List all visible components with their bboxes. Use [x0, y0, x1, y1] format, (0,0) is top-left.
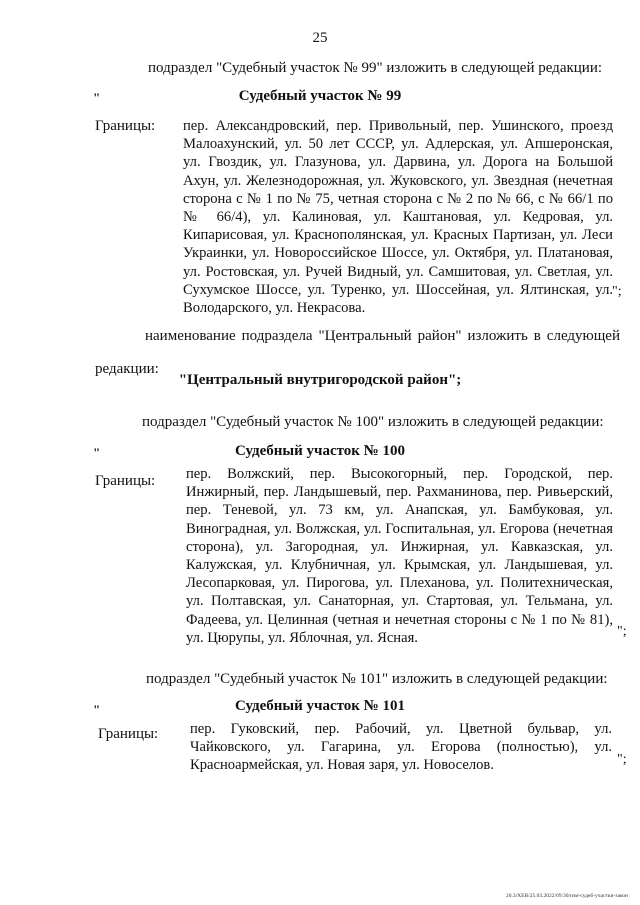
section-99-label: Границы:: [95, 118, 156, 134]
section-100-boundaries: пер. Волжский, пер. Высокогорный, пер. Городской, пер. Инжирный, пер. Ландышевый, пер. Рахманинова, пер. Ривьерский, пер. Теневой, ул. 73 км, ул. Анапская, ул. Бамбуковая, ул. Виноградная, ул. Волжская, ул. Госпитальная, ул. Егорова (нечетная сторона), ул. Загородная, ул. Инжирная, ул. Кавказская, ул. Калужская, ул. Клубничная, ул. Крымская, ул. Ландышевая, ул. Лесопарковая, ул. Пирогова, ул. Плеханова, ул. Политехническая, ул. Полтавская, ул. Санаторная, ул. Стартовая, ул. Тельмана, ул. Фадеева, ул. Целинная (четная и нечетная стороны с № 1 по № 81), ул. Цюрупы, ул. Яблочная, ул. Ясная.: [186, 466, 613, 646]
section-100-open-quote: ": [93, 445, 101, 460]
section-100-heading: Судебный участок № 100: [234, 443, 405, 459]
section-100-end-quote: ";: [617, 624, 627, 639]
section-101-open-quote: ": [93, 702, 101, 717]
section-99-heading: Судебный участок № 99: [238, 88, 402, 104]
district-rename-intro: наименование подраздела "Центральный район" изложить в следующей редакции:: [95, 328, 620, 377]
section-101-label: Границы:: [98, 726, 159, 742]
section-99-open-quote: ": [93, 90, 101, 105]
section-99-end-quote: ";: [612, 284, 622, 299]
page-number: 25: [312, 30, 328, 46]
district-heading: "Центральный внутригородской район";: [178, 372, 462, 388]
section-99-boundaries: пер. Александровский, пер. Привольный, пер. Ушинского, проезд Малоахунский, ул. 50 лет СССР, ул. Адлерская, ул. Апшеронская, ул. Гвоздик, ул. Глазунова, ул. Дарвина, ул. Дорога на Большой Ахун, ул. Железнодорожная, ул. Жуковского, ул. Звездная (нечетная сторона с № 1 по № 75, четная сторона с № 2 по № 66, с № 66/1 по № 66/4), ул. Калиновая, ул. Каштановая, ул. Кедровая, ул. Кипарисовая, ул. Краснополянская, ул. Красных Партизан, ул. Леси Украинки, ул. Новороссийское Шоссе, ул. Октября, ул. Платановая, ул. Ростовская, ул. Ручей Видный, ул. Самшитовая, ул. Светлая, ул. Сухумское Шоссе, ул. Туренко, ул. Шоссейная, ул. Ялтинская, ул. Володарского, ул. Некрасова.: [183, 118, 613, 317]
section-99-intro: подраздел "Судебный участок № 99" изложить в следующей редакции:: [148, 60, 603, 76]
section-101-intro: подраздел "Судебный участок № 101" изложить в следующей редакции:: [146, 671, 608, 687]
section-100-label: Границы:: [95, 473, 156, 489]
footer-file-stamp: 20.3/ХЕВ/25.03.2022/09:30/изм-судеб-участки-закон: [506, 893, 628, 899]
section-100-intro: подраздел "Судебный участок № 100" изложить в следующей редакции:: [142, 414, 604, 430]
section-101-boundaries: пер. Гуковский, пер. Рабочий, ул. Цветной бульвар, ул. Чайковского, ул. Гагарина, ул. Егорова (полностью), ул. Красноармейская, ул. Новая заря, ул. Новоселов.: [190, 721, 612, 774]
section-101-end-quote: ";: [617, 752, 627, 767]
section-101-heading: Судебный участок № 101: [234, 698, 405, 714]
